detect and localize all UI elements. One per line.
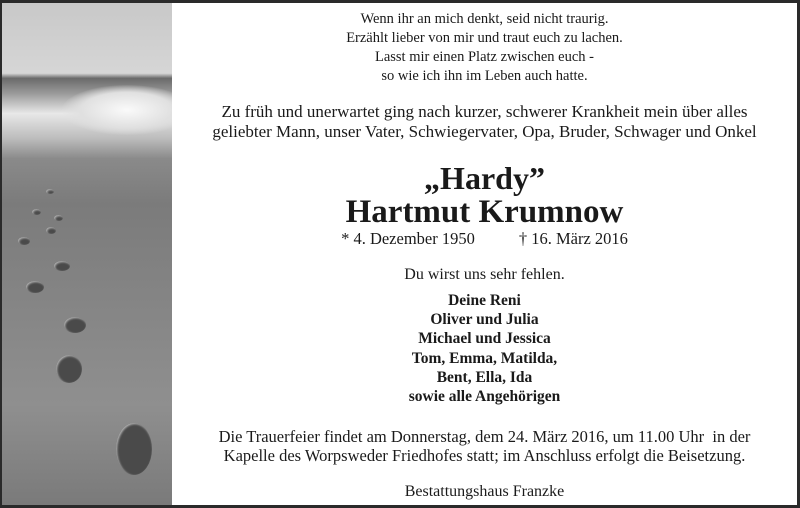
poem-line: Lasst mir einen Platz zwischen euch - — [374, 49, 595, 65]
funeral-line: Kapelle des Worpsweder Friedhofes statt; im Anschluss erfolgt die Beisetzung. — [223, 446, 746, 465]
family-line: Oliver und Julia — [430, 311, 539, 329]
undertaker: Bestattungshaus Franzke — [404, 483, 565, 500]
poem-line: Erzählt lieber von mir und traut euch zu lachen. — [346, 30, 623, 46]
funeral-line: Die Trauerfeier findet am Donnerstag, dem 24. März 2016, um 11.00 Uhr in der — [218, 427, 751, 446]
family-line: Bent, Ella, Ida — [436, 368, 533, 386]
death-date: † 16. März 2016 — [518, 229, 628, 248]
funeral-info — [172, 427, 797, 465]
poem — [172, 10, 797, 86]
family-line: Tom, Emma, Matilda, — [411, 349, 558, 367]
birth-date: * 4. Dezember 1950 — [341, 229, 475, 248]
family-list — [172, 291, 797, 406]
family-line: sowie alle Angehörigen — [408, 388, 561, 406]
poem-line: so wie ich ihn im Leben auch hatte. — [381, 68, 588, 84]
miss-line: Du wirst uns sehr fehlen. — [404, 266, 565, 283]
intro-line: geliebter Mann, unser Vater, Schwiegervater, Opa, Bruder, Schwager und Onkel — [212, 122, 757, 141]
family-line: Michael und Jessica — [418, 330, 551, 348]
intro-line: Zu früh und unerwartet ging nach kurzer, schwerer Krankheit mein über alles — [221, 102, 748, 121]
deceased-name: Hartmut Krumnow — [345, 194, 624, 230]
poem-line: Wenn ihr an mich denkt, seid nicht traurig. — [360, 11, 609, 27]
intro — [172, 102, 797, 142]
dates — [172, 229, 797, 249]
nickname: „Hardy” — [424, 160, 545, 196]
family-line: Deine Reni — [448, 292, 521, 309]
